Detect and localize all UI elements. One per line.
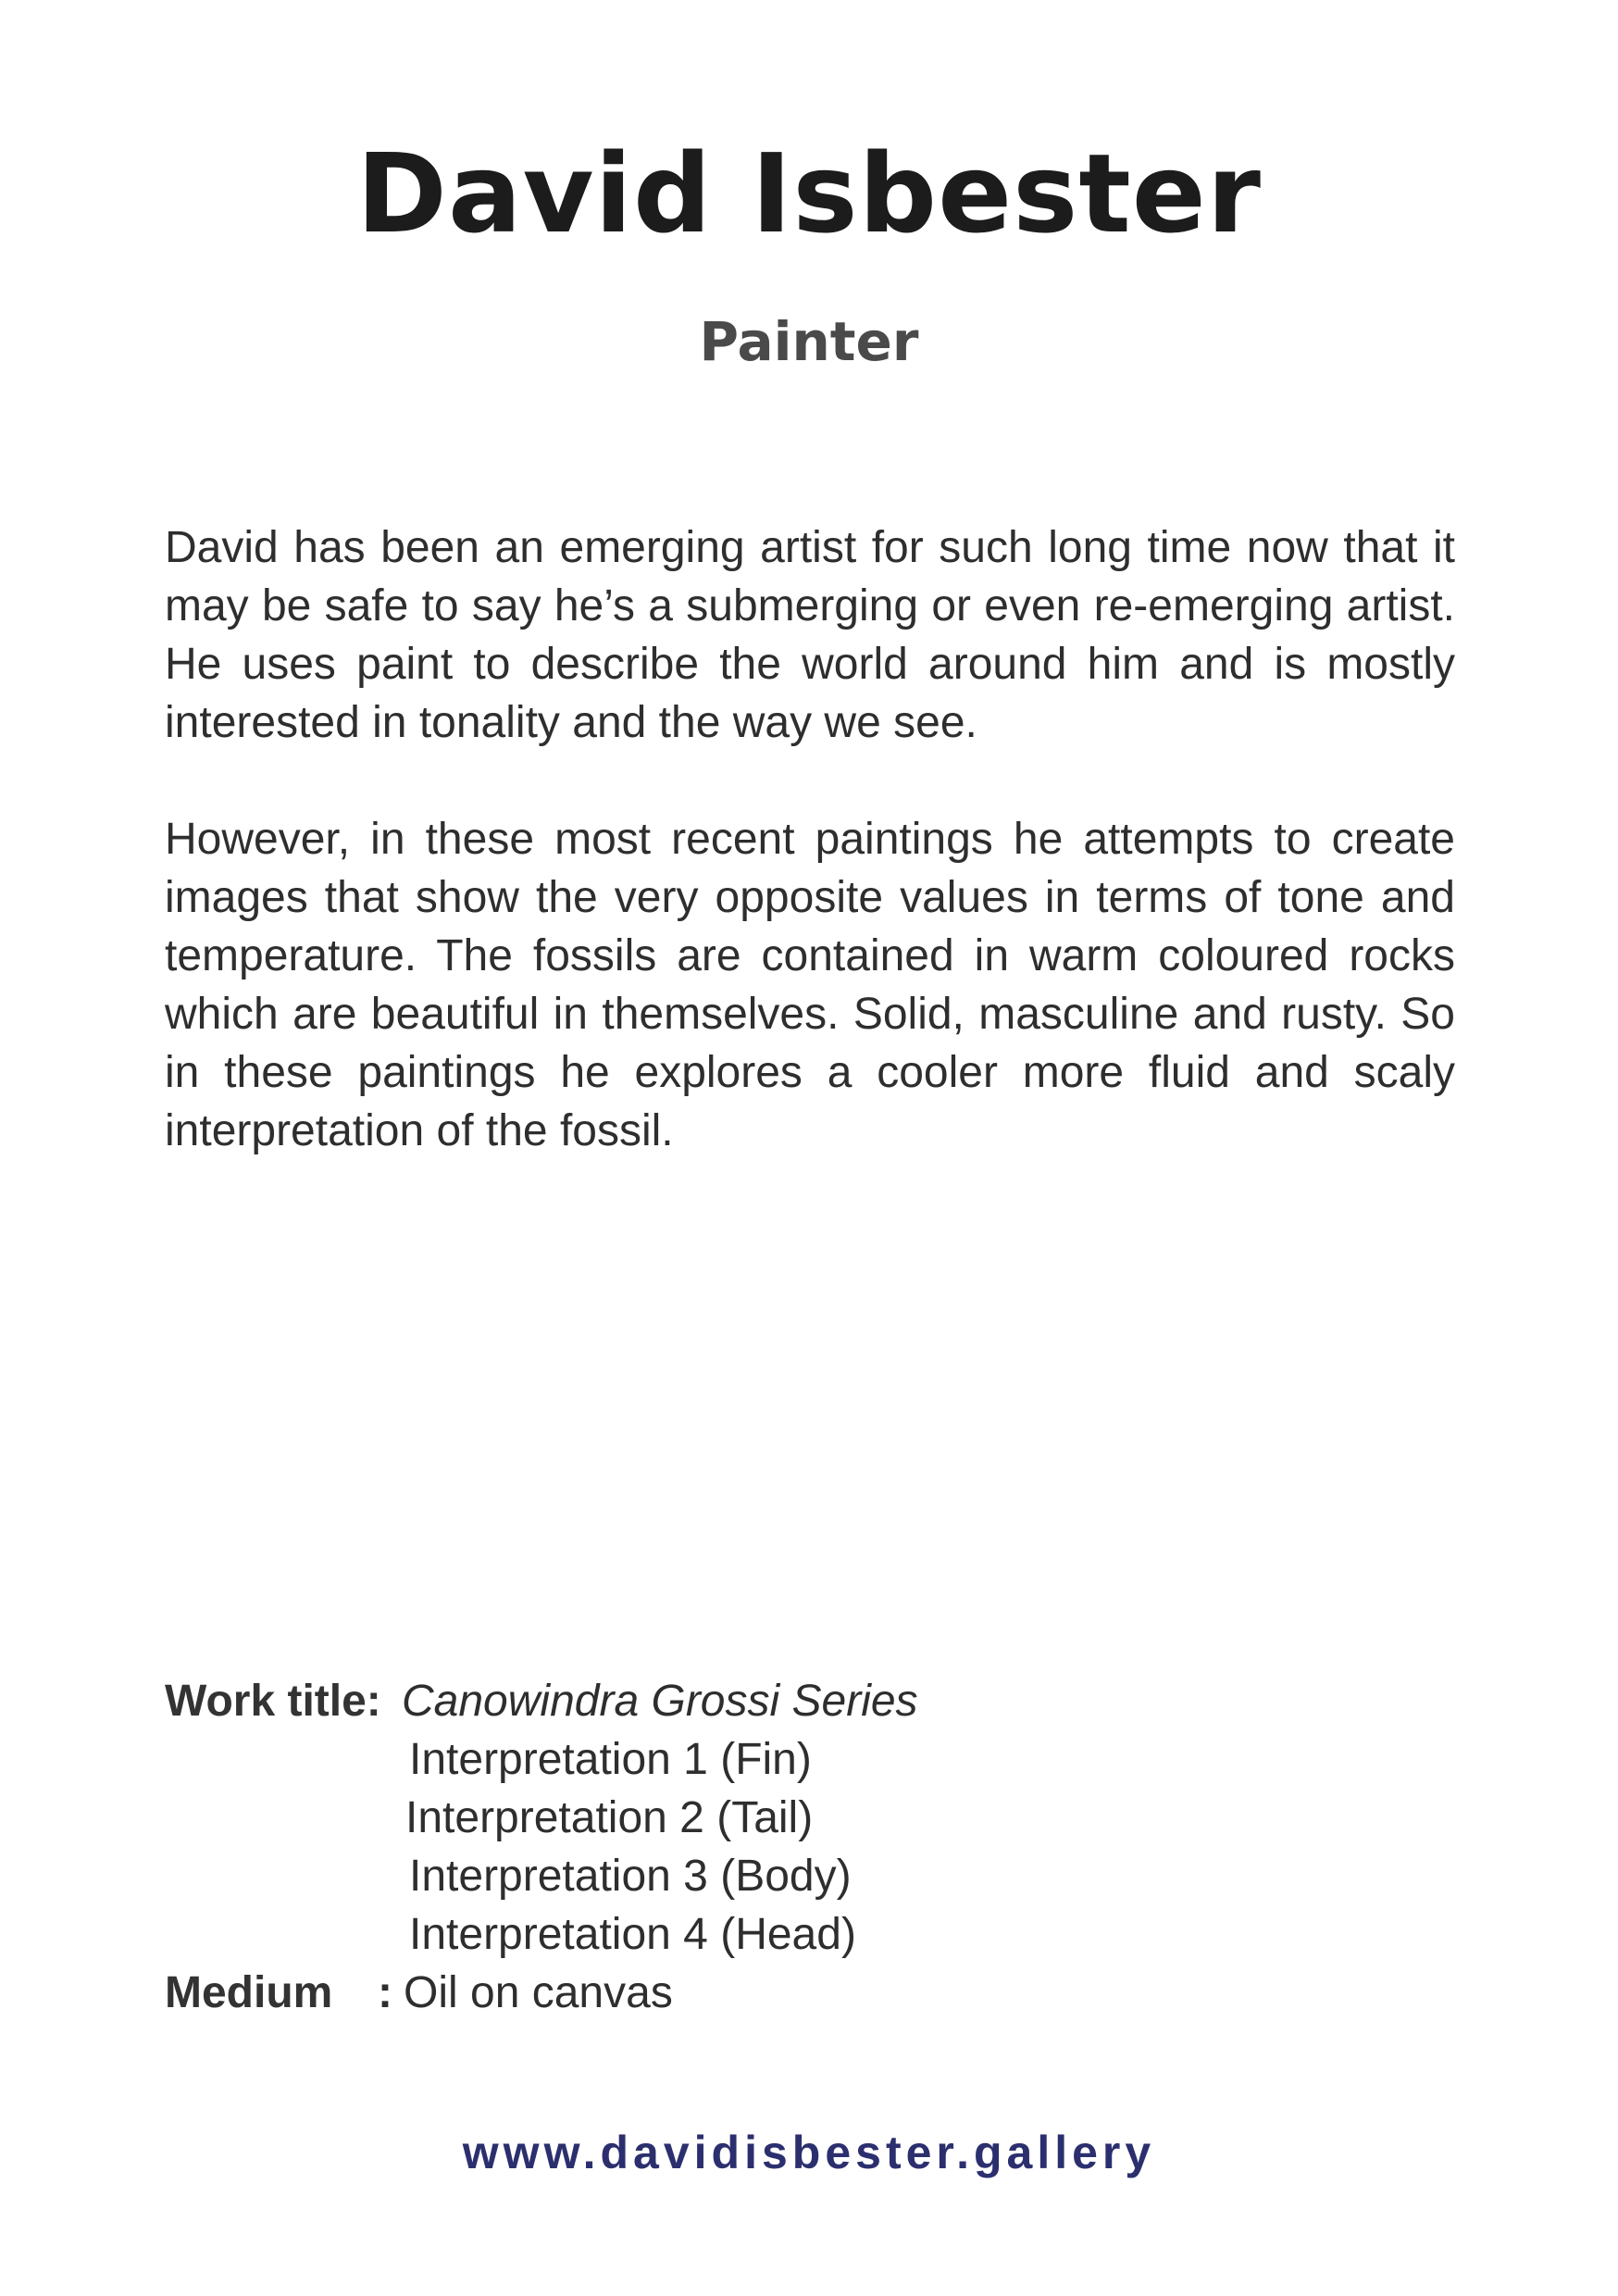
interpretation-item: Interpretation 4 (Head) xyxy=(409,1910,856,1959)
work-info xyxy=(165,1672,1276,2022)
interpretation-item: Interpretation 2 (Tail) xyxy=(405,1793,814,1842)
page-title: David Isbester xyxy=(356,130,1262,257)
work-title-row xyxy=(165,1672,1276,1730)
interpretation-item: Interpretation 3 (Body) xyxy=(409,1852,852,1901)
medium-separator: : xyxy=(378,1968,392,2017)
page-subtitle: Painter xyxy=(699,310,919,373)
medium-row xyxy=(165,1964,1276,2022)
interpretation-list xyxy=(405,1730,1276,1964)
work-title-label: Work title: xyxy=(165,1677,381,1726)
work-series-name: Canowindra Grossi Series xyxy=(402,1677,918,1726)
bio-paragraph-2: However, in these most recent paintings he attempts to create images that show the very opposite values in terms of tone and temperature. The fossils are contained in warm coloured rocks which are beautiful in themselves. Solid, masculine and rusty. So in these paintings he explores a cooler more fluid and scaly interpretation of the fossil. xyxy=(165,815,1455,1155)
website-link[interactable]: www.davidisbester.gallery xyxy=(462,2127,1156,2178)
bio-paragraph-1: David has been an emerging artist for such long time now that it may be safe to say he’s a submerging or even re-emerging artist. He uses paint to describe the world around him and is mostly interested in tonality and the way we see. xyxy=(165,523,1455,747)
medium-label: Medium xyxy=(165,1968,333,2017)
medium-value: Oil on canvas xyxy=(404,1968,673,2017)
interpretation-item: Interpretation 1 (Fin) xyxy=(409,1735,812,1784)
